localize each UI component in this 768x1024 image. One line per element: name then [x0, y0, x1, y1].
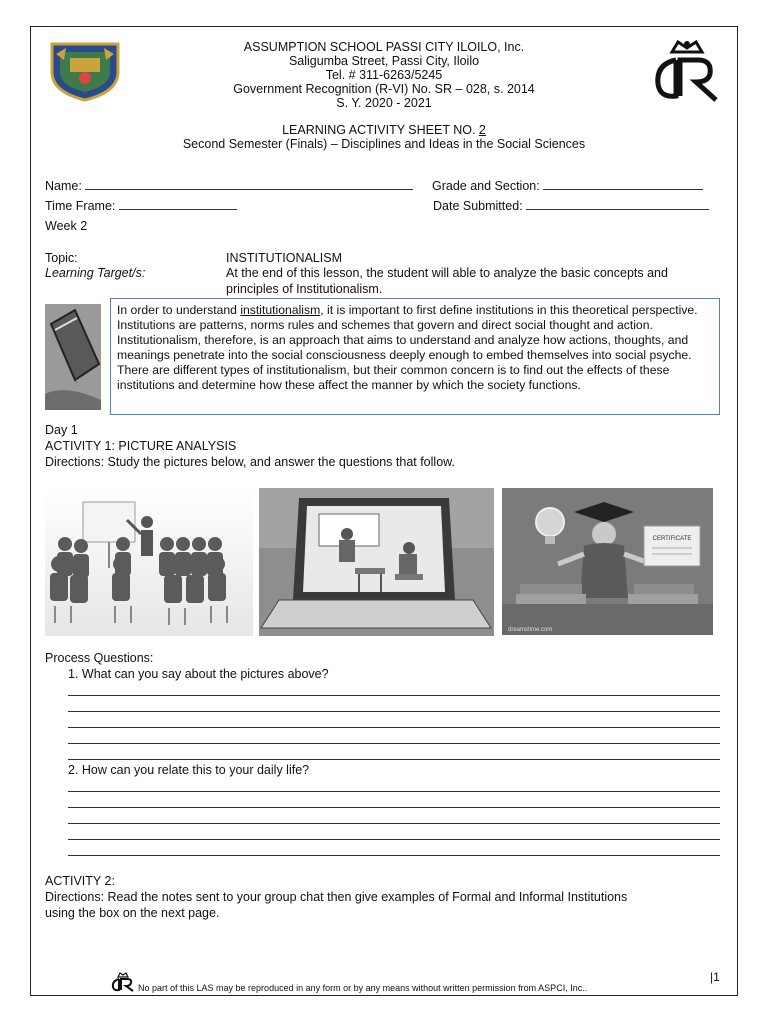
activity2-directions-line1: Directions: Read the notes sent to your group chat then give examples of Formal and Informal Institutions: [45, 890, 628, 904]
answer-line-q1-5[interactable]: [68, 759, 720, 760]
answer-line-q2-4[interactable]: [68, 839, 720, 840]
answer-line-q2-5[interactable]: [68, 855, 720, 856]
question-1: 1. What can you say about the pictures above?: [68, 667, 329, 681]
dreamstime-watermark: dreamstime.com: [508, 627, 553, 633]
topic-label: Topic:: [45, 251, 78, 265]
time-frame-field[interactable]: Time Frame:: [45, 198, 237, 213]
school-address: Saligumba Street, Passi City, Iloilo: [288, 54, 480, 68]
answer-line-q2-2[interactable]: [68, 807, 720, 808]
book-illustration: [45, 304, 101, 410]
answer-line-q2-3[interactable]: [68, 823, 720, 824]
question-2: 2. How can you relate this to your daily life?: [68, 763, 310, 777]
learning-target-label: Learning Target/s:: [45, 266, 146, 280]
copyright-notice: No part of this LAS may be reproduced in any form or by any means without written permission from ASPCI, Inc..: [138, 983, 588, 993]
date-submitted-blank[interactable]: [526, 198, 709, 210]
answer-line-q1-4[interactable]: [68, 743, 720, 744]
activity1-title: ACTIVITY 1: PICTURE ANALYSIS: [45, 439, 237, 453]
certificate-text: CERTIFICATE: [652, 536, 692, 542]
footer-logo: [110, 972, 136, 992]
sheet-title: LEARNING ACTIVITY SHEET NO. 2: [282, 123, 486, 137]
classroom-picture: [45, 488, 253, 636]
graduate-illustration: [502, 488, 713, 635]
answer-line-q1-2[interactable]: [68, 711, 720, 712]
activity1-directions: Directions: Study the pictures below, and answer the questions that follow.: [45, 455, 455, 469]
answer-line-q1-3[interactable]: [68, 727, 720, 728]
grade-section-blank[interactable]: [543, 178, 703, 190]
learning-target-line1: At the end of this lesson, the student will able to analyze the basic concepts and: [226, 266, 668, 280]
activity2-directions-line2: using the box on the next page.: [45, 906, 220, 920]
institutionalism-intro-box: In order to understand institutionalism, it is important to first define institutions in this theoretical perspective. Institutions are patterns, norms rules and schemes that govern and direct social thought and action. Institutionalism, therefore, is an approach that aims to understand and analyze how actions, thoughts, and meanings penetrate into the social consciousness deeply enough to embed themselves into social psyche. There are different types of institutionalism, but their common concern is to find out the effects of these institutions and determine how these affect the manner by which the society functions.: [110, 298, 720, 415]
sheet-subtitle: Second Semester (Finals) – Disciplines and Ideas in the Social Sciences: [182, 137, 586, 151]
school-year: S. Y. 2020 - 2021: [336, 96, 432, 110]
school-name: ASSUMPTION SCHOOL PASSI CITY ILOILO, Inc.: [243, 40, 525, 54]
process-questions-heading: Process Questions:: [45, 651, 154, 665]
page-number: |1: [710, 970, 720, 984]
school-tel: Tel. # 311-6263/5245: [325, 68, 443, 82]
laptop-classroom-sketch: [259, 488, 494, 636]
week-label: Week 2: [45, 219, 88, 233]
name-blank[interactable]: [85, 178, 413, 190]
topic-value: INSTITUTIONALISM: [226, 251, 342, 265]
day-label: Day 1: [45, 423, 78, 437]
answer-line-q1-1[interactable]: [68, 695, 720, 696]
learning-target-line2: principles of Institutionalism.: [226, 282, 383, 296]
institutionalism-keyword: institutionalism: [240, 303, 321, 317]
date-submitted-field[interactable]: Date Submitted:: [433, 198, 709, 213]
activity2-title: ACTIVITY 2:: [45, 874, 115, 888]
government-recognition: Government Recognition (R-VI) No. SR – 028, s. 2014: [233, 82, 535, 96]
answer-line-q2-1[interactable]: [68, 791, 720, 792]
time-frame-blank[interactable]: [119, 198, 237, 210]
name-field[interactable]: Name:: [45, 178, 413, 193]
grade-section-field[interactable]: Grade and Section:: [432, 178, 703, 193]
sheet-number: 2: [478, 123, 486, 137]
